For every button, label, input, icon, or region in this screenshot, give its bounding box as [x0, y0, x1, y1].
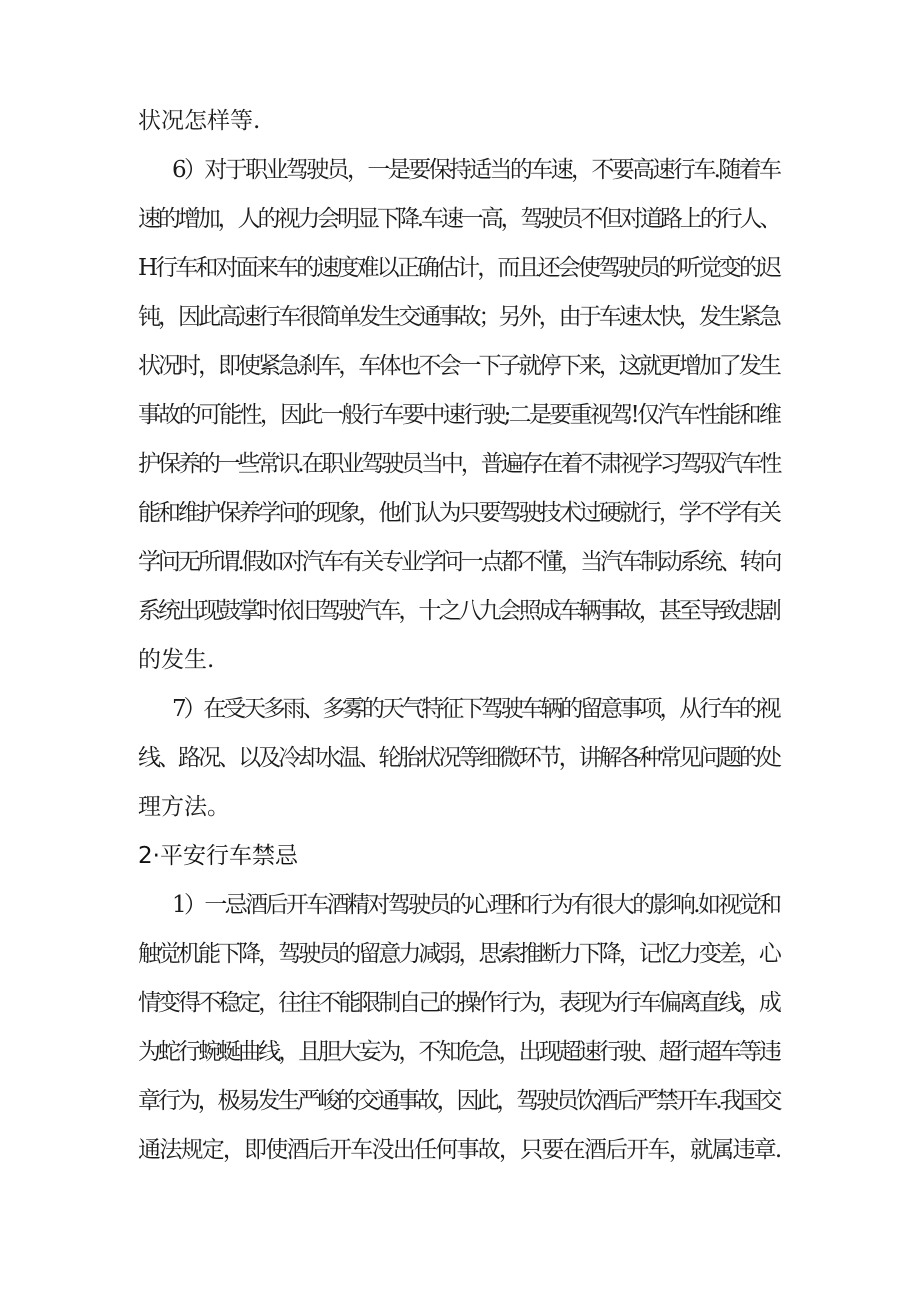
section-heading: 2·平安行车禁忌 — [138, 843, 298, 869]
paragraph-line: 能和维护保养学问的现象，他们认为只要驾驶技术过硬就行，学不学有关 — [138, 500, 779, 526]
paragraph-line: H行车和对面来车的速度难以正确估计，而且还会使驾驶员的听觉变的迟 — [138, 255, 780, 281]
paragraph-line: 系统出现鼓掌时依旧驾驶汽车，十之八九会照成车辆事故，甚至导致悲剧 — [138, 598, 779, 624]
paragraph-line: 状况怎样等. — [138, 108, 261, 134]
paragraph-line: 钝，因此高速行车很简单发生交通事故；另外，由于车速太快，发生紧急 — [138, 304, 779, 330]
paragraph-line: 通法规定，即使酒后开车没出任何事故，只要在酒后开车，就属违章. — [138, 1137, 781, 1163]
paragraph-line: 情变得不稳定，往往不能限制自己的操作行为，表现为行车偏离直线，成 — [138, 990, 779, 1016]
paragraph-line: 理方法。 — [138, 794, 230, 820]
paragraph-line: 的发生. — [138, 647, 215, 673]
paragraph-line: 速的增加，人的视力会明显下降.车速一高，驾驶员不但对道路上的行人、 — [138, 206, 780, 232]
paragraph-line: 线、路况、以及冷却水温、轮胎状况等细微环节，讲解各种常见问题的处 — [138, 745, 779, 771]
paragraph-line: 护保养的一些常识.在职业驾驶员当中，普遍存在着不肃视学习驾驭汽车性 — [138, 451, 780, 477]
paragraph-line: 事故的可能性，因此一般行车要中速行驶;二是要重视驾!仅汽车性能和维 — [138, 402, 780, 428]
paragraph-line: 为蛇行蜿蜒曲线，且胆大妄为，不知危急，出现超速行驶、超行超车等违 — [138, 1039, 779, 1065]
paragraph-line: 1）一忌酒后开车酒精对驾驶员的心理和行为有很大的影响.如视觉和 — [172, 892, 780, 918]
paragraph-line: 6）对于职业驾驶员，一是要保持适当的车速，不要高速行车.随着车 — [172, 157, 780, 183]
paragraph-line: 7）在受天多雨、多雾的天气特征下驾驶车辆的留意事项，从行车的视 — [172, 696, 779, 722]
paragraph-line: 触觉机能下降，驾驶员的留意力减弱，思索推断力下降，记忆力变差，心 — [138, 941, 779, 967]
paragraph-line: 学问无所谓.假如对汽车有关专业学问一点都不懂，当汽车制动系统、转向 — [138, 549, 780, 575]
paragraph-line: 状况时，即使紧急刹车，车体也不会一下子就停下来，这就更增加了发生 — [138, 353, 779, 379]
paragraph-line: 章行为，极易发生严峻的交通事故，因此，驾驶员饮酒后严禁开车.我国交 — [138, 1088, 780, 1114]
